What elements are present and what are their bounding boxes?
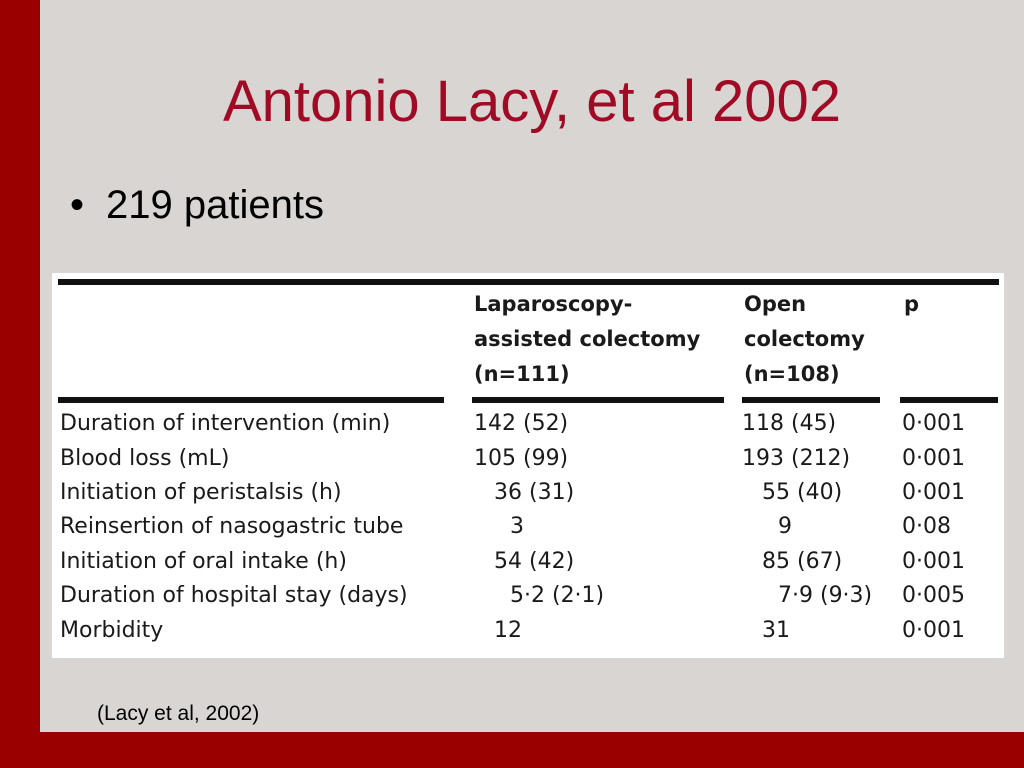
cell-value: 142 (52) [474,411,569,436]
cell-value: 31 [762,618,790,643]
header-line: p [904,292,920,316]
cell-value: 9 [778,514,792,539]
left-accent-bar [0,0,40,768]
table-row [52,407,1004,441]
row-label: Duration of intervention (min) [60,411,391,436]
header-rule-p [900,397,998,403]
table-top-rule [58,279,999,285]
header-open [744,287,865,392]
header-rule-open [742,397,880,403]
header-rule-label [58,397,444,403]
cell-value: 7·9 (9·3) [778,583,873,608]
header-line: (n=108) [744,362,840,386]
cell-value: 193 (212) [742,446,851,471]
slide-title: Antonio Lacy, et al 2002 [222,69,842,134]
table-row [52,442,1004,476]
row-label: Blood loss (mL) [60,446,230,471]
header-rule-laparoscopy [472,397,724,403]
header-line: (n=111) [474,362,570,386]
bullet-dot-icon: • [70,183,85,227]
bottom-accent-bar [0,732,1024,768]
header-line: assisted colectomy [474,327,701,351]
header-line: Laparoscopy- [474,292,633,316]
cell-value: 3 [510,514,524,539]
header-line: Open [744,292,807,316]
row-label: Morbidity [60,618,164,643]
row-label: Reinsertion of nasogastric tube [60,514,404,539]
table-row [52,545,1004,579]
cell-value: 0·005 [902,583,965,608]
cell-value: 0·001 [902,480,965,505]
table-row [52,614,1004,648]
cell-value: 5·2 (2·1) [510,583,605,608]
cell-value: 105 (99) [474,446,569,471]
cell-value: 12 [494,618,522,643]
table-row [52,579,1004,613]
cell-value: 0·001 [902,618,965,643]
row-label: Initiation of peristalsis (h) [60,480,342,505]
cell-value: 55 (40) [762,480,843,505]
bullet-item [70,180,324,230]
cell-value: 0·08 [902,514,951,539]
header-line: colectomy [744,327,865,351]
table-row [52,476,1004,510]
table-row [52,510,1004,544]
bullet-text: 219 patients [106,183,324,227]
row-label: Initiation of oral intake (h) [60,549,347,574]
row-label: Duration of hospital stay (days) [60,583,408,608]
header-laparoscopy [474,287,700,392]
cell-value: 0·001 [902,549,965,574]
cell-value: 0·001 [902,411,965,436]
cell-value: 36 (31) [494,480,575,505]
header-p [904,287,919,322]
cell-value: 54 (42) [494,549,575,574]
cell-value: 85 (67) [762,549,843,574]
results-table [52,273,1004,658]
cell-value: 118 (45) [742,411,837,436]
citation: (Lacy et al, 2002) [97,702,260,725]
cell-value: 0·001 [902,446,965,471]
